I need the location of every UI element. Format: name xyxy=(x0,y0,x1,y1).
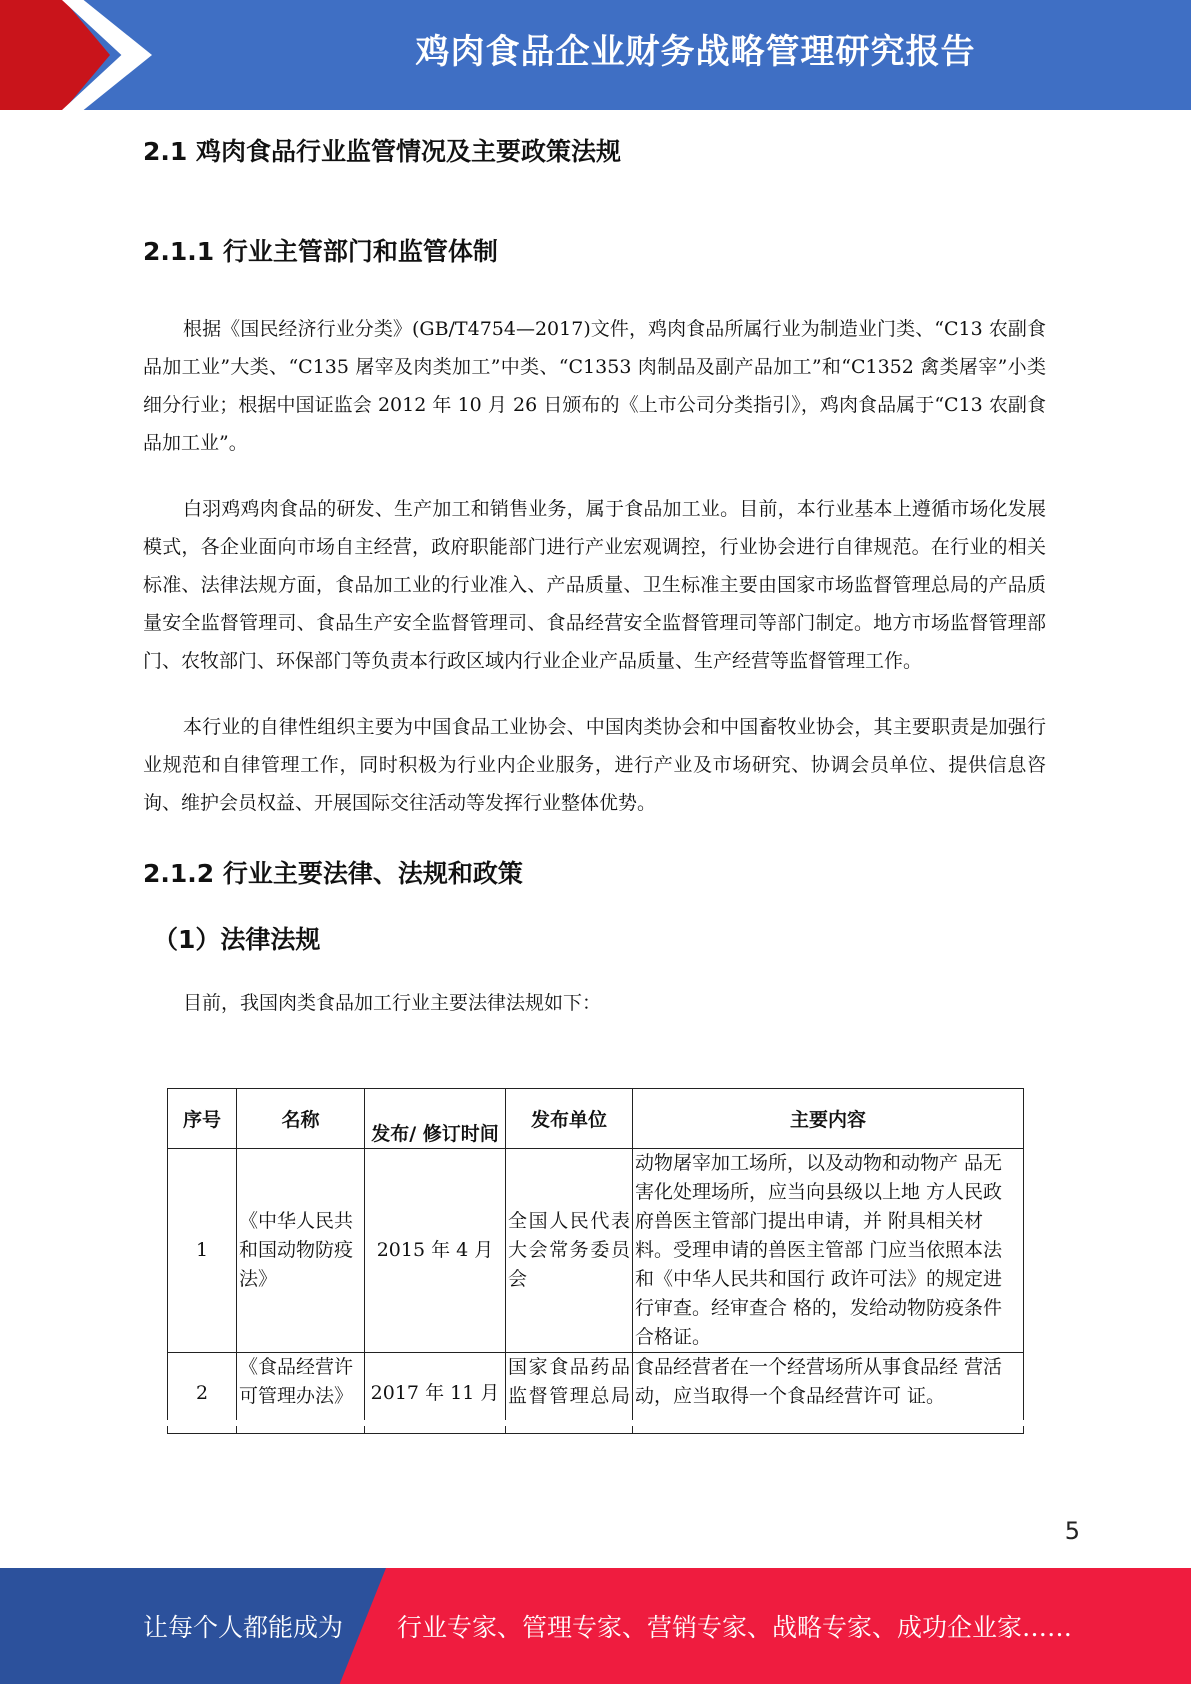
page-number: 5 xyxy=(1064,1517,1080,1545)
table-row xyxy=(168,1149,1024,1353)
paragraph-industry-classification: 根据《国民经济行业分类》(GB/T4754—2017)文件，鸡肉食品所属行业为制造业门类、“C13 农副食品加工业”大类、“C135 屠宰及肉类加工”中类、“C1353 肉制品及副产品加工”和“C1352 禽类屠宰”小类细分行业；根据中国证监会 2012 年 10 月 26 日颁布的《上市公司分类指引》，鸡肉食品属于“C13 农副食品加工业”。 xyxy=(143,318,1046,454)
paragraph-laws-intro: 目前，我国肉类食品加工行业主要法律法规如下： xyxy=(183,992,602,1014)
section-heading-2-1-1: 2.1.1 行业主管部门和监管体制 xyxy=(143,237,498,266)
laws-table xyxy=(167,1088,1024,1434)
paragraph-self-regulation: 本行业的自律性组织主要为中国食品工业协会、中国肉类协会和中国畜牧业协会，其主要职责是加强行业规范和自律管理工作，同时积极为行业内企业服务，进行产业及市场研究、协调会员单位、提供信息咨询、维护会员权益、开展国际交往活动等发挥行业整体优势。 xyxy=(143,716,1046,814)
footer-slogan-left: 让每个人都能成为 xyxy=(143,1613,344,1642)
cell-time: 2015 年 4 月 xyxy=(365,1149,506,1353)
cell-content: 食品经营者在一个经营场所从事食品经 营活动，应当取得一个食品经营许可 证。 xyxy=(633,1353,1024,1434)
cell-time: 2017 年 11 月 xyxy=(365,1353,506,1434)
cell-issuer: 国家食品药品监督管理总局 xyxy=(506,1353,633,1434)
paragraph-regulatory-system: 白羽鸡鸡肉食品的研发、生产加工和销售业务，属于食品加工业。目前，本行业基本上遵循市场化发展模式，各企业面向市场自主经营，政府职能部门进行产业宏观调控，行业协会进行自律规范。在行业的相关标准、法律法规方面，食品加工业的行业准入、产品质量、卫生标准主要由国家市场监督管理总局的产品质量安全监督管理司、食品生产安全监督管理司、食品经营安全监督管理司等部门制定。地方市场监督管理部门、农牧部门、环保部门等负责本行政区域内行业企业产品质量、生产经营等监督管理工作。 xyxy=(143,498,1046,672)
header-num: 序号 xyxy=(168,1089,237,1149)
cell-num: 1 xyxy=(168,1149,237,1353)
cell-name: 《食品经营许可管理办法》 xyxy=(237,1353,365,1434)
cell-name: 《中华人民共和国动物防疫法》 xyxy=(237,1149,365,1353)
page-content xyxy=(143,120,1046,1022)
report-title: 鸡肉食品企业财务战略管理研究报告 xyxy=(415,32,976,72)
section-heading-2-1: 2.1 鸡肉食品行业监管情况及主要政策法规 xyxy=(143,137,621,166)
section-heading-2-1-2: 2.1.2 行业主要法律、法规和政策 xyxy=(143,859,523,888)
footer-slogan-right: 行业专家、管理专家、营销专家、战略专家、成功企业家…… xyxy=(397,1613,1073,1642)
header-issuer: 发布单位 xyxy=(506,1089,633,1149)
laws-subheading: （1）法律法规 xyxy=(153,925,321,954)
cell-num: 2 xyxy=(168,1353,237,1434)
header-time: 发布/ 修订时间 xyxy=(365,1089,506,1149)
page-footer xyxy=(0,1568,1191,1684)
page-break-mask xyxy=(160,1420,1030,1426)
page-header xyxy=(0,0,1191,110)
table-header-row xyxy=(168,1089,1024,1149)
cell-content: 动物屠宰加工场所，以及动物和动物产 品无害化处理场所，应当向县级以上地 方人民政府兽医主管部门提出申请，并 附具相关材料。受理申请的兽医主管部 门应当依照本法和《中华人民共和国行 政许可法》的规定进行审查。经审查合 格的，发给动物防疫条件合格证。 xyxy=(633,1149,1024,1353)
header-name: 名称 xyxy=(237,1089,365,1149)
header-content: 主要内容 xyxy=(633,1089,1024,1149)
cell-issuer: 全国人民代表大会常务委员会 xyxy=(506,1149,633,1353)
